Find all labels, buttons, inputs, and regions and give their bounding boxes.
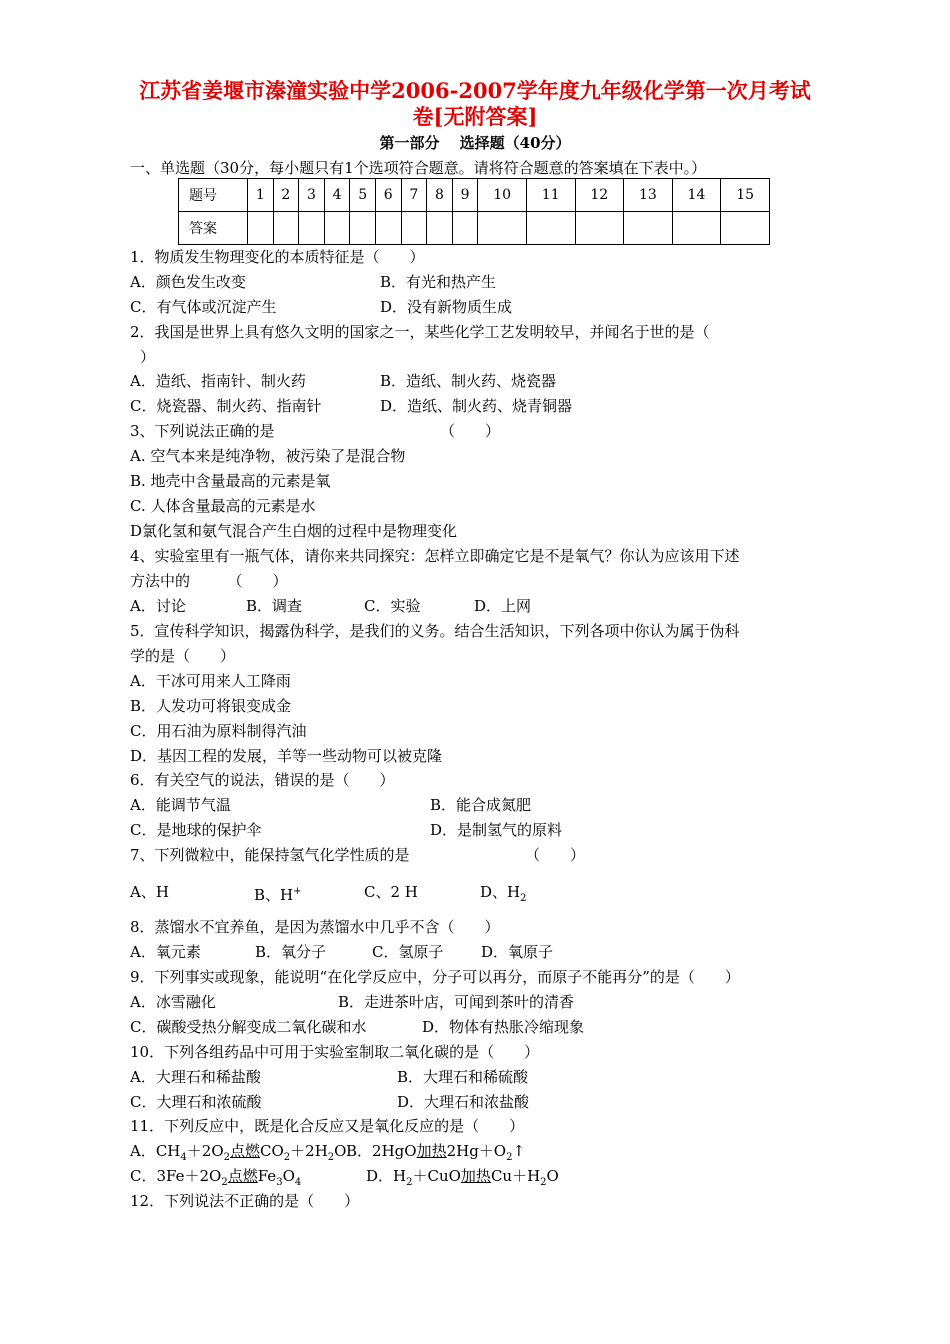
answer-cell[interactable] [324,212,350,245]
question-3-option-d: D氯化氢和氨气混合产生白烟的过程中是物理变化 [130,522,458,540]
title-line-2: 卷[无附答案] [412,104,538,129]
table-cell: 2 [273,179,299,212]
title-line-1: 江苏省姜堰市溱潼实验中学2006-2007学年度九年级化学第一次月考试 [139,78,811,103]
subscript: 2 [221,1177,228,1188]
answer-cell[interactable] [350,212,376,245]
question-6-option-b: B．能合成氮肥 [430,796,532,814]
question-2-option-c: C．烧瓷器、制火药、指南针 [130,397,322,415]
question-1-stem: 1．物质发生物理变化的本质特征是（ ） [130,248,425,266]
formula-text: CO [260,1142,284,1160]
question-4-option-a: A．讨论 [130,597,186,615]
question-1-option-d: D．没有新物质生成 [380,298,513,316]
question-8-option-d: D．氧原子 [481,943,554,961]
question-5-stem: 5．宣传科学知识，揭露伪科学，是我们的义务。结合生活知识，下列各项中你认为属于伪科 [130,622,740,640]
question-3-option-a: A. 空气本来是纯净物，被污染了是混合物 [130,447,406,465]
answer-cell[interactable] [427,212,453,245]
answer-table [178,178,770,245]
question-2-option-a: A．造纸、指南针、制火药 [130,372,306,390]
question-10-option-c: C．大理石和浓硫酸 [130,1093,262,1111]
question-5-option-a: A．干冰可用来人工降雨 [130,672,291,690]
question-10-option-b: B．大理石和稀硫酸 [397,1068,529,1086]
answer-cell[interactable] [401,212,427,245]
answer-cell[interactable] [672,212,721,245]
subscript: 2 [506,1152,513,1163]
question-11-stem: 11．下列反应中，既是化合反应又是氧化反应的是（ ） [130,1117,525,1135]
question-10-option-a: A．大理石和稀盐酸 [130,1068,261,1086]
table-cell: 4 [324,179,350,212]
table-cell: 7 [401,179,427,212]
question-7-option-a: A、H [130,883,169,901]
question-6-option-d: D．是制氢气的原料 [430,821,563,839]
subscript: 2 [520,893,527,904]
question-9-option-b: B．走进茶叶店，可闻到茶叶的清香 [338,993,575,1011]
table-cell: 6 [375,179,401,212]
table-cell: 14 [672,179,721,212]
question-4-stem: 4、实验室里有一瓶气体，请你来共同探究：怎样立即确定它是不是氧气？你认为应该用下述 [130,547,740,565]
question-3-stem: 3、下列说法正确的是 [130,422,275,440]
table-row [179,212,770,245]
subscript: 2 [283,1152,291,1163]
question-11-option-c [130,1166,301,1193]
table-cell: 12 [575,179,624,212]
question-8-option-c: C．氢原子 [372,943,444,961]
table-cell: 3 [299,179,325,212]
section-intro: 一、单选题（30分，每小题只有1个选项符合题意。请将符合题意的答案填在下表中。） [130,159,707,177]
answer-cell[interactable] [375,212,401,245]
formula-text: Fe [257,1167,277,1185]
answer-cell[interactable] [248,212,274,245]
formula-text: O [546,1167,559,1185]
formula-text: O [282,1167,295,1185]
reaction-condition: 加热 [460,1167,491,1185]
table-cell: 13 [624,179,673,212]
question-2-stem: 2．我国是世界上具有悠久文明的国家之一，某些化学工艺发明较早，并闻名于世的是（ [130,323,710,341]
formula-text: ＋CuO [412,1167,461,1185]
table-cell: 8 [427,179,453,212]
answer-cell[interactable] [575,212,624,245]
question-6-option-a: A．能调节气温 [130,796,231,814]
question-9-option-d: D．物体有热胀冷缩现象 [422,1018,585,1036]
subscript: 2 [327,1152,335,1163]
table-cell: 15 [721,179,770,212]
table-cell: 1 [248,179,274,212]
subscript: 2 [540,1177,547,1188]
question-9-stem: 9．下列事实或现象，能说明“在化学反应中，分子可以再分，而原子不能再分”的是（ ） [130,968,740,986]
question-10-stem: 10．下列各组药品中可用于实验室制取二氧化碳的是（ ） [130,1043,540,1061]
answer-cell[interactable] [721,212,770,245]
question-6-stem: 6．有关空气的说法，错误的是（ ） [130,771,395,789]
question-3-option-c: C. 人体含量最高的元素是水 [130,497,316,515]
question-4-option-c: C．实验 [364,597,421,615]
table-row [179,179,770,212]
question-8-stem: 8．蒸馏水不宜养鱼，是因为蒸馏水中几乎不含（ ） [130,918,500,936]
question-7-option-c: C、2 H [364,883,418,901]
formula-text: ↑ [512,1142,526,1160]
subscript: 3 [276,1177,283,1188]
option-text: D、H [480,883,521,901]
formula-text: Cu＋H [490,1167,541,1185]
question-1-option-b: B．有光和热产生 [380,273,497,291]
option-text: B、H [254,886,294,904]
question-3-option-b: B. 地壳中含量最高的元素是氧 [130,472,331,490]
table-cell: 5 [350,179,376,212]
subscript: 4 [180,1152,187,1163]
question-2-stem-cont: ） [140,348,156,366]
question-7-stem: 7、下列微粒中，能保持氢气化学性质的是 [130,846,410,864]
subscript: 4 [294,1177,302,1188]
question-6-option-c: C．是地球的保护伞 [130,821,262,839]
part-heading: 第一部分 选择题（40分） [379,134,571,152]
formula-text: C．3Fe＋2O [130,1167,222,1185]
subscript: 2 [223,1152,230,1163]
answer-cell[interactable] [452,212,478,245]
question-8-option-b: B．氧分子 [255,943,327,961]
question-5-option-d: D．基因工程的发展，羊等一些动物可以被克隆 [130,747,443,765]
question-3-paren: （ ） [440,422,501,440]
answer-cell[interactable] [478,212,527,245]
answer-cell[interactable] [299,212,325,245]
superscript: + [293,886,302,897]
question-8-option-a: A．氧元素 [130,943,201,961]
question-12-stem: 12．下列说法不正确的是（ ） [130,1192,360,1210]
formula-text: ＋2O [186,1142,224,1160]
answer-cell[interactable] [624,212,673,245]
question-9-option-c: C．碳酸受热分解变成二氧化碳和水 [130,1018,367,1036]
reaction-condition: 加热 [416,1142,447,1160]
question-11-option-b [346,1141,525,1168]
question-7-option-b [254,882,302,905]
question-2-option-d: D．造纸、制火药、烧青铜器 [380,397,573,415]
table-cell-header: 题号 [179,179,248,212]
question-4-option-b: B．调查 [246,597,303,615]
table-cell: 11 [526,179,575,212]
answer-cell[interactable] [526,212,575,245]
question-5-stem-cont: 学的是（ ） [130,647,236,665]
question-2-option-b: B．造纸、制火药、烧瓷器 [380,372,557,390]
question-9-option-a: A．冰雪融化 [130,993,216,1011]
table-cell: 10 [478,179,527,212]
reaction-condition: 点燃 [227,1167,258,1185]
subscript: 2 [406,1177,413,1188]
question-11-option-d [366,1166,559,1193]
question-1-option-c: C．有气体或沉淀产生 [130,298,277,316]
table-cell: 9 [452,179,478,212]
question-1-option-a: A．颜色发生改变 [130,273,246,291]
formula-text: D．H [366,1167,407,1185]
question-5-option-c: C．用石油为原料制得汽油 [130,722,307,740]
question-4-option-d: D．上网 [474,597,532,615]
answer-cell[interactable] [273,212,299,245]
formula-text: O [334,1142,347,1160]
table-cell-header: 答案 [179,212,248,245]
question-5-option-b: B．人发功可将银变成金 [130,697,292,715]
formula-text: A．CH [130,1142,181,1160]
formula-text: 2Hg＋O [446,1142,507,1160]
question-7-option-d [480,882,526,909]
formula-text: B．2HgO [346,1142,417,1160]
question-11-option-a [130,1141,346,1168]
formula-text: ＋2H [290,1142,328,1160]
question-7-paren: （ ） [525,846,586,864]
question-4-stem-cont: 方法中的 （ ） [130,572,288,590]
reaction-condition: 点燃 [230,1142,261,1160]
question-10-option-d: D．大理石和浓盐酸 [397,1093,530,1111]
exam-title [110,78,840,130]
